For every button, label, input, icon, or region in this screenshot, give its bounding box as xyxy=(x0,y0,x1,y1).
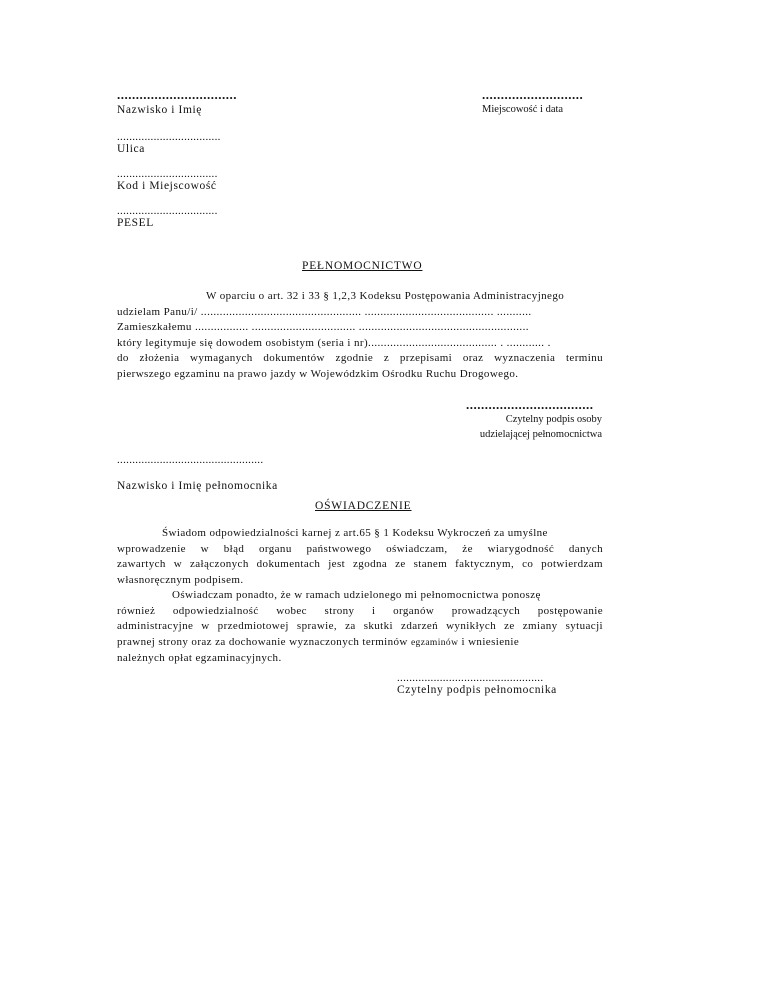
power-line-5: do złożenia wymaganych dokumentów zgodnie z przepisami oraz wyznaczenia terminu xyxy=(117,352,603,364)
declaration-line-6: również odpowiedzialność wobec strony i organów prowadzących postępowanie xyxy=(117,604,603,617)
declaration-body xyxy=(117,526,603,667)
proxy-signature-label: Czytelny podpis pełnomocnika xyxy=(397,684,557,696)
city-dots: ................................. xyxy=(117,168,218,180)
grantor-signature-label-1: Czytelny podpis osoby xyxy=(505,414,602,425)
declaration-line-4: własnoręcznym podpisem. xyxy=(117,573,244,586)
grantor-signature-dots: .................................. xyxy=(466,397,594,412)
street-dots: .................................. xyxy=(117,131,221,143)
declaration-line-3: zawartych w załączonych dokumentach jest zgodna ze stanem faktycznym, co potwierdzam xyxy=(117,558,603,570)
declaration-line-9: należnych opłat egzaminacyjnych. xyxy=(117,652,282,664)
name-label: Nazwisko i Imię xyxy=(117,104,203,116)
street-label: Ulica xyxy=(117,143,145,155)
power-line-3: Zamieszkałemu ................. ................................. ...................................................... xyxy=(117,321,529,333)
pesel-label: PESEL xyxy=(117,217,154,229)
place-date-label: Miejscowość i data xyxy=(482,104,564,115)
declaration-line-8c: i wniesienie xyxy=(461,635,520,648)
proxy-signature-dots: ................................................ xyxy=(397,672,544,684)
power-of-attorney-body xyxy=(117,289,603,382)
power-line-1: W oparciu o art. 32 i 33 § 1,2,3 Kodeksu Postępowania Administracyjnego xyxy=(206,290,565,302)
proxy-name-dots: ................................................ xyxy=(117,454,264,466)
power-line-6: pierwszego egzaminu na prawo jazdy w Wojewódzkim Ośrodku Ruchu Drogowego. xyxy=(117,367,519,380)
pesel-dots: ................................. xyxy=(117,205,218,217)
proxy-name-label: Nazwisko i Imię pełnomocnika xyxy=(117,480,278,492)
declaration-line-8 xyxy=(117,635,603,652)
declaration-line-1: Świadom odpowiedzialności karnej z art.65 § 1 Kodeksu Wykroczeń za umyślne xyxy=(162,527,548,539)
power-line-2: udzielam Panu/i/ ................................................... ......................................... ........... xyxy=(117,305,532,318)
name-dots: ................................ xyxy=(117,87,237,102)
declaration-line-5: Oświadczam ponadto, że w ramach udzielonego mi pełnomocnictwa ponoszę xyxy=(172,589,541,601)
place-date-dots: ........................... xyxy=(482,87,584,102)
grantor-signature-label-2: udzielającej pełnomocnictwa xyxy=(479,429,602,440)
power-line-4: który legitymuje się dowodem osobistym (seria i nr)......................................... . ............ . xyxy=(117,336,551,349)
declaration-title: OŚWIADCZENIE xyxy=(315,500,412,512)
declaration-line-2: wprowadzenie w błąd organu państwowego oświadczam, że wiarygodność danych xyxy=(117,542,603,555)
city-label: Kod i Miejscowość xyxy=(117,180,217,192)
power-of-attorney-title: PEŁNOMOCNICTWO xyxy=(302,260,423,272)
declaration-line-8b: egzaminów xyxy=(410,637,459,648)
declaration-line-8a: prawnej strony oraz za dochowanie wyznaczonych terminów xyxy=(117,635,408,648)
declaration-line-7: administracyjne w przedmiotowej sprawie, za skutki zdarzeń wynikłych ze zmiany sytuacji xyxy=(117,620,603,632)
